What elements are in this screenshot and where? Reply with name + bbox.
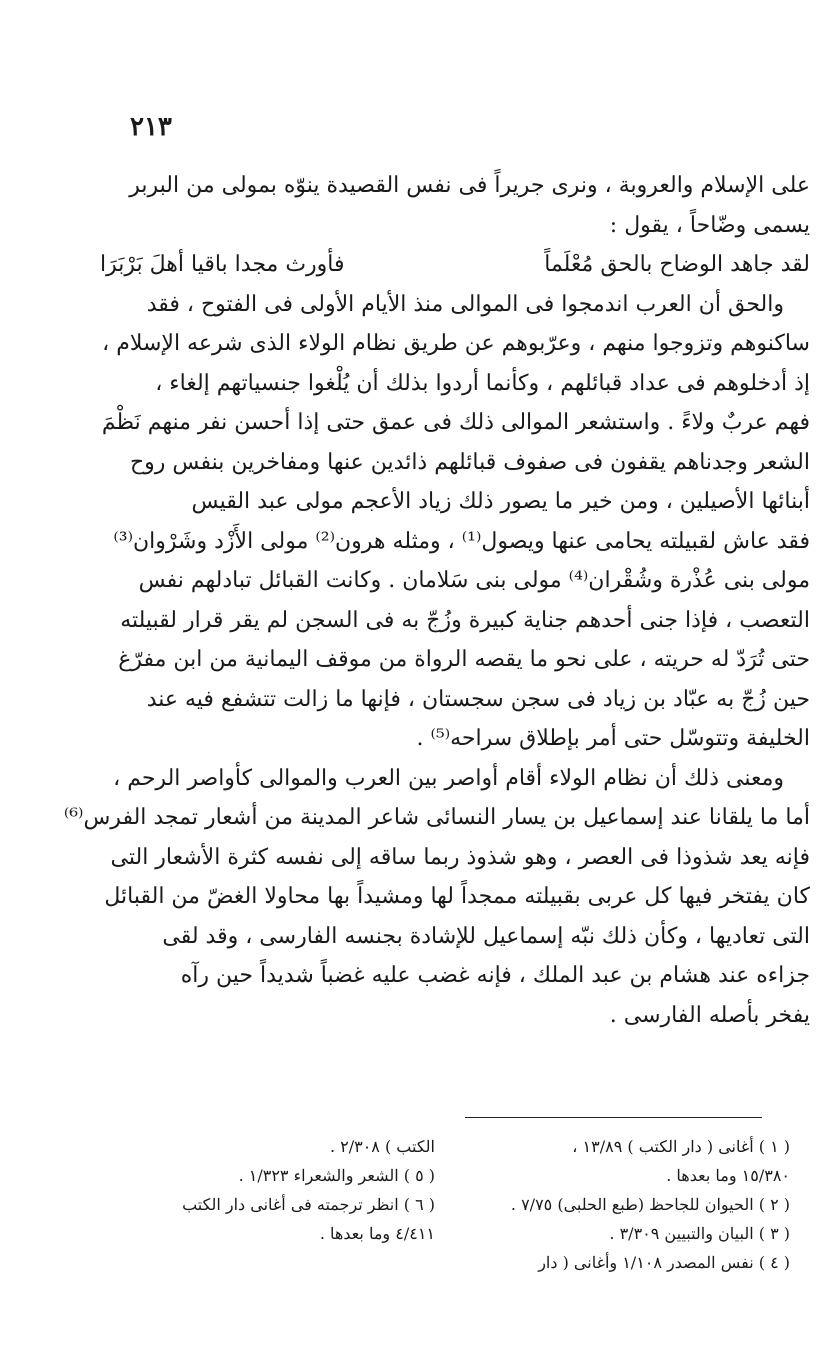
text-line: والحق أن العرب اندمجوا فى الموالى منذ الأيام الأولى فى الفتوح ، فقد — [146, 291, 784, 317]
footnote-line: ٤/٤١١ وما بعدها . — [319, 1224, 435, 1243]
text-line: إذ أدخلوهم فى عداد قبائلهم ، وكأنما أردوا بذلك أن يُلْغوا جنسياتهم إلغاء ، — [155, 370, 810, 396]
poetry-verse — [100, 245, 810, 285]
text-line: التى تعاديها ، وكأن ذلك نبّه إسماعيل للإشادة بجنسه الفارسى ، وقد لقى — [162, 923, 810, 949]
body-text — [63, 166, 810, 1035]
text-line: جزاءه عند هشام بن عبد الملك ، فإنه غضب عليه غضباً شديداً حين رآه — [180, 963, 810, 988]
text-line: فقد عاش لقبيلته يحامى عنها ويصول⁽¹⁾ ، ومثله هرون⁽²⁾ مولى الأَزْد وشَرْوان⁽³⁾ — [113, 528, 810, 554]
verse-first-hemistich: لقد جاهد الوضاح بالحق مُعْلَماً — [544, 252, 810, 277]
text-line: حتى تُرَدّ له حريته ، على نحو ما يقصه الرواة من موقف اليمانية من ابن مفرّغ — [118, 647, 810, 672]
text-line: يفخر بأصله الفارسى . — [609, 1002, 810, 1028]
text-line: أبنائها الأصيلين ، ومن خير ما يصور ذلك زياد الأعجم مولى عبد القيس — [191, 489, 810, 514]
text-line: أما ما يلقانا عند إسماعيل بن يسار النسائى شاعر المدينة من أشعار تمجد الفرس⁽⁶⁾ — [63, 805, 810, 830]
text-line: ساكنوهم وتزوجوا منهم ، وعرّبوهم عن طريق نظام الولاء الذى شرعه الإسلام ، — [102, 331, 810, 356]
footnote-line: ( ٥ ) الشعر والشعراء ١/٣٢٣ . — [238, 1166, 435, 1185]
text-line: الشعر وجدناهم يقفون فى صفوف قبائلهم ذائدين عنها ومفاخرين بنفس روح — [129, 449, 810, 475]
footnote-line: ( ١ ) أغانى ( دار الكتب ) ١٣/٨٩ ، — [572, 1137, 790, 1156]
text-line: حين زُجّ به عبّاد بن زياد فى سجن سجستان ، فإنها ما زالت تتشفع فيه عند — [146, 686, 810, 712]
footnote-line: ( ٦ ) انظر ترجمته فى أغانى دار الكتب — [182, 1195, 435, 1214]
footnote-line: ( ٣ ) البيان والتبيين ٣/٣٠٩ . — [609, 1224, 790, 1243]
text-line: فإنه يعد شذوذا فى العصر ، وهو شذوذ ربما ساقه إلى نفسه كثرة الأشعار التى — [110, 844, 810, 870]
footnote-line: ( ٤ ) نفس المصدر ١/١٠٨ وأغانى ( دار — [538, 1253, 790, 1272]
footnotes-right-column — [445, 1132, 790, 1277]
verse-second-hemistich: فأورث مجدا باقيا أهلَ بَرْبَرَا — [100, 252, 345, 277]
text-line: فهم عربٌ ولاءً . واستشعر الموالى ذلك فى عمق حتى إذا أحسن نفر منهم نَظْمَ — [101, 410, 810, 435]
text-line: يسمى وضّاحاً ، يقول : — [609, 212, 810, 238]
text-line: كان يفتخر فيها كل عربى بقبيلته ممجداً لها ومشيداً بها محاولا الغضّ من القبائل — [104, 884, 810, 909]
text-line: ومعنى ذلك أن نظام الولاء أقام أواصر بين العرب والموالى كأواصر الرحم ، — [113, 765, 784, 791]
footnote-line: ( ٢ ) الحيوان للجاحظ (طبع الحلبى) ٧/٧٥ . — [510, 1195, 790, 1214]
footnote-divider — [465, 1117, 762, 1118]
text-line: مولى بنى عُذْرة وشُقْران⁽⁴⁾ مولى بنى سَلامان . وكانت القبائل تبادلهم نفس — [138, 568, 810, 593]
footnote-line: ١٥/٣٨٠ وما بعدها . — [666, 1166, 790, 1185]
text-line: التعصب ، فإذا جنى أحدهم جناية كبيرة وزُجّ به فى السجن لم يقر قرار لقبيلته — [120, 607, 810, 633]
text-line: الخليفة وتتوسّل حتى أمر بإطلاق سراحه⁽⁵⁾ . — [416, 726, 810, 751]
page-number: ٢١٣ — [130, 112, 172, 142]
footnotes-left-column — [105, 1132, 435, 1248]
text-line: على الإسلام والعروبة ، ونرى جريراً فى نفس القصيدة ينوّه بمولى من البربر — [129, 173, 810, 198]
footnote-line: الكتب ) ٢/٣٠٨ . — [329, 1137, 435, 1156]
